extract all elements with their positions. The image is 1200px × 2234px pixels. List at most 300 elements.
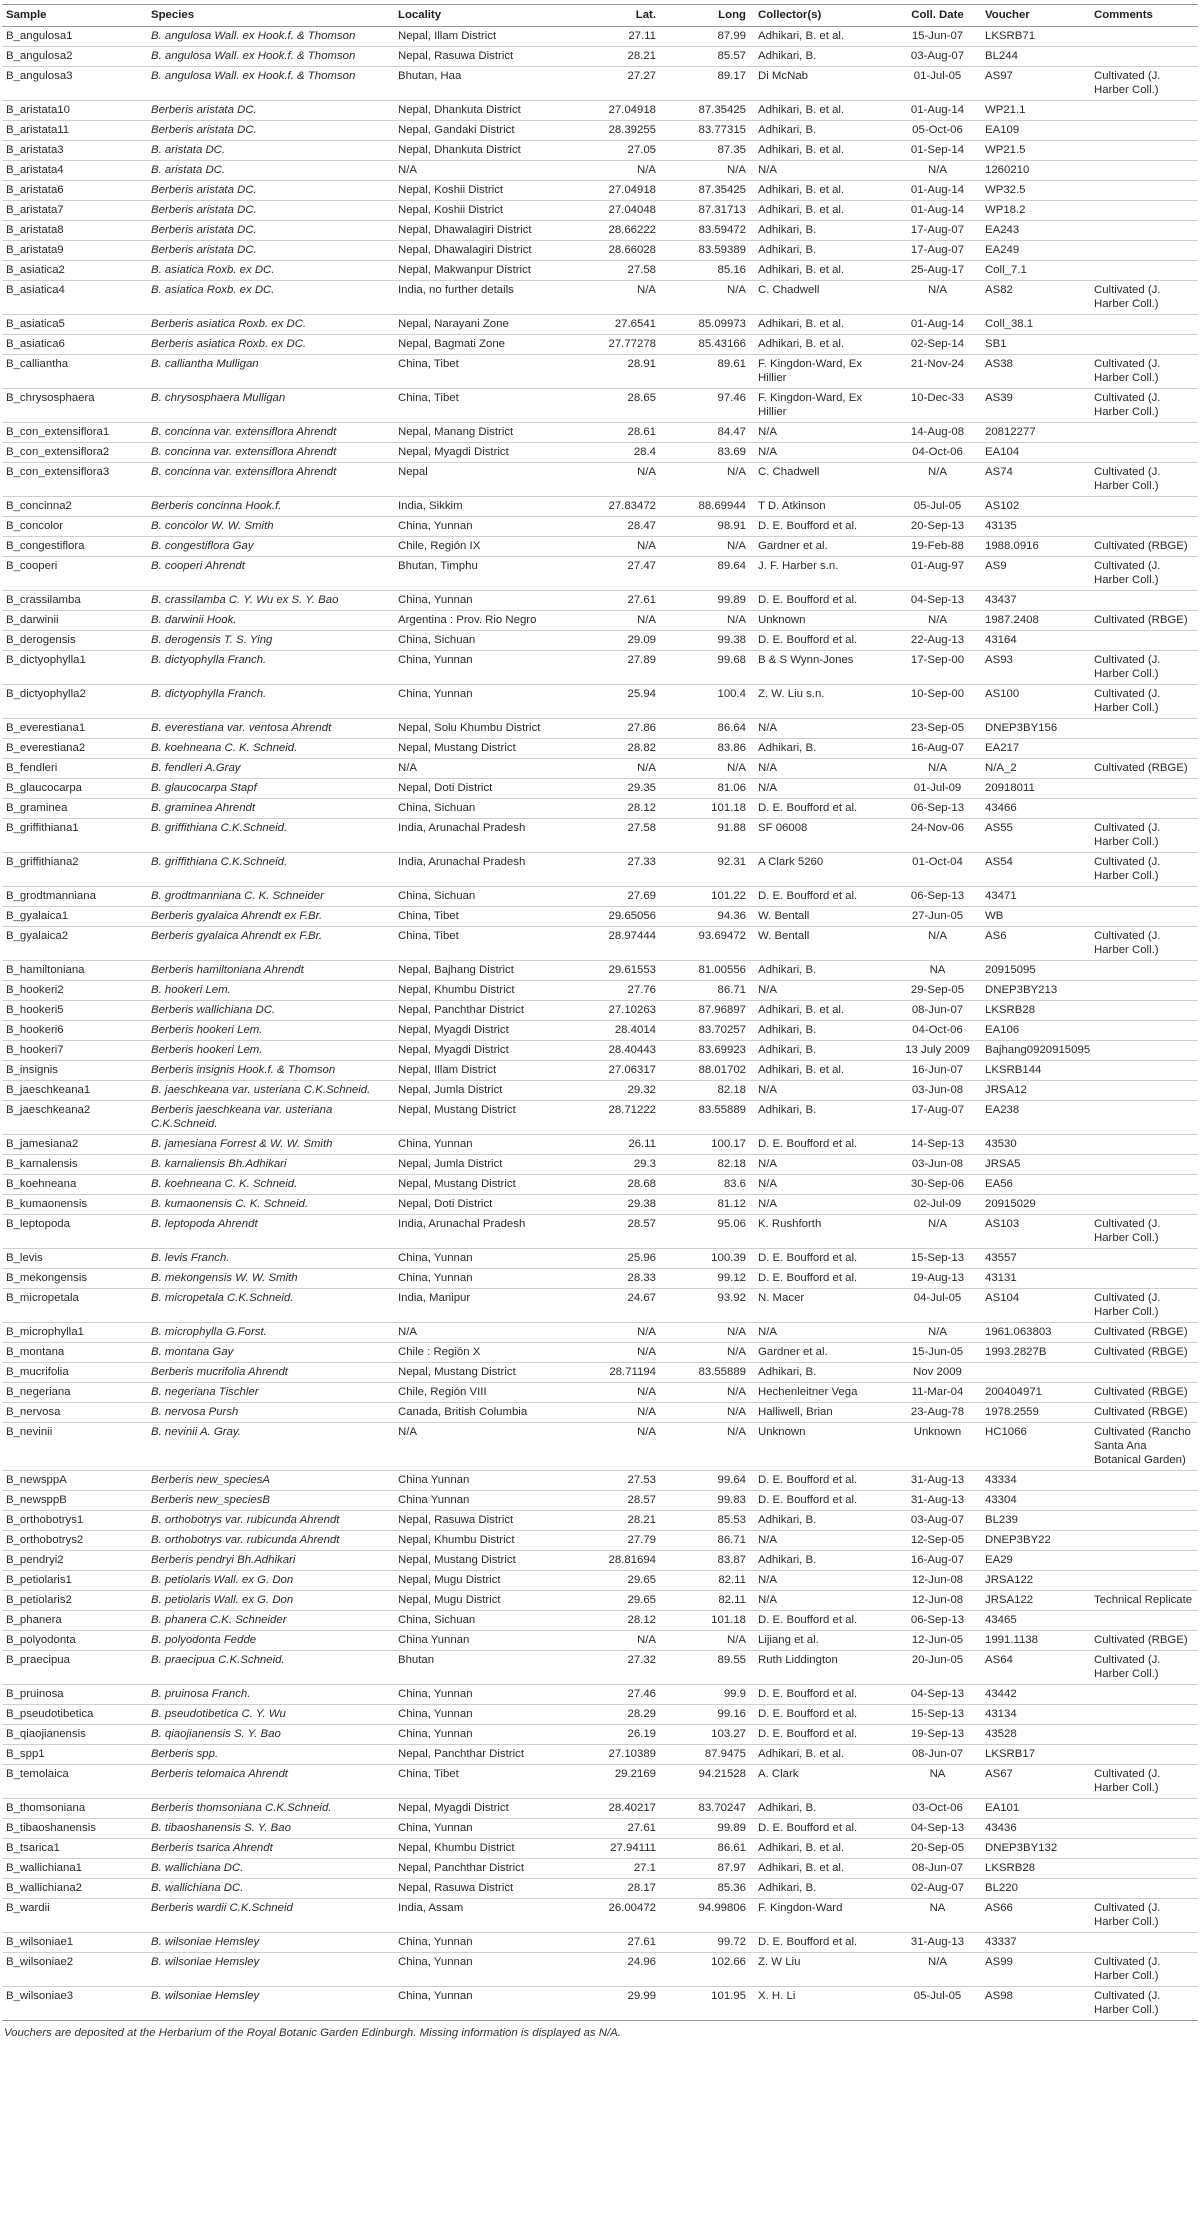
cell-lat: 29.65056	[588, 907, 664, 927]
cell-lat: 27.04918	[588, 101, 664, 121]
cell-collectors: Gardner et al.	[754, 1343, 894, 1363]
cell-species: B. micropetala C.K.Schneid.	[147, 1289, 394, 1323]
cell-voucher: AS9	[981, 557, 1090, 591]
cell-locality: Nepal, Khumbu District	[394, 1531, 588, 1551]
cell-comments	[1090, 1611, 1198, 1631]
cell-lat: 27.32	[588, 1651, 664, 1685]
cell-sample: B_aristata11	[2, 121, 147, 141]
cell-collectors: Z. W. Liu s.n.	[754, 685, 894, 719]
cell-species: B. pseudotibetica C. Y. Wu	[147, 1705, 394, 1725]
table-row	[2, 1899, 1198, 1933]
cell-long: 98.91	[664, 517, 754, 537]
cell-locality: Nepal, Myagdi District	[394, 1799, 588, 1819]
cell-sample: B_petiolaris1	[2, 1571, 147, 1591]
cell-locality: China, Tibet	[394, 355, 588, 389]
cell-coll-date: NA	[894, 961, 981, 981]
cell-collectors: Adhikari, B. et al.	[754, 1061, 894, 1081]
table-row	[2, 355, 1198, 389]
cell-coll-date: 20-Jun-05	[894, 1651, 981, 1685]
cell-collectors: F. Kingdon-Ward	[754, 1899, 894, 1933]
cell-voucher: AS82	[981, 281, 1090, 315]
cell-lat: 27.04048	[588, 201, 664, 221]
cell-comments	[1090, 1819, 1198, 1839]
cell-comments	[1090, 1725, 1198, 1745]
cell-long: 99.12	[664, 1269, 754, 1289]
cell-long: 94.21528	[664, 1765, 754, 1799]
cell-species: Berberis jaeschkeana var. usteriana C.K.Schneid.	[147, 1101, 394, 1135]
cell-sample: B_hookeri7	[2, 1041, 147, 1061]
cell-coll-date: 11-Mar-04	[894, 1383, 981, 1403]
cell-coll-date: 08-Jun-07	[894, 1001, 981, 1021]
cell-coll-date: 20-Sep-05	[894, 1839, 981, 1859]
cell-voucher: JRSA122	[981, 1571, 1090, 1591]
cell-sample: B_tsarica1	[2, 1839, 147, 1859]
cell-lat: 26.19	[588, 1725, 664, 1745]
cell-species: B. negeriana Tischler	[147, 1383, 394, 1403]
cell-locality: China, Yunnan	[394, 1953, 588, 1987]
cell-lat: 28.17	[588, 1879, 664, 1899]
cell-coll-date: 01-Jul-05	[894, 67, 981, 101]
cell-coll-date: 06-Sep-13	[894, 799, 981, 819]
table-row	[2, 181, 1198, 201]
cell-comments	[1090, 1879, 1198, 1899]
cell-long: 99.64	[664, 1471, 754, 1491]
cell-lat: 27.61	[588, 1819, 664, 1839]
cell-voucher: AS39	[981, 389, 1090, 423]
cell-collectors: D. E. Boufford et al.	[754, 1705, 894, 1725]
cell-long: 87.31713	[664, 201, 754, 221]
cell-species: B. orthobotrys var. rubicunda Ahrendt	[147, 1531, 394, 1551]
cell-long: 95.06	[664, 1215, 754, 1249]
cell-lat: N/A	[588, 161, 664, 181]
table-row	[2, 537, 1198, 557]
cell-lat: 27.10389	[588, 1745, 664, 1765]
table-row	[2, 1879, 1198, 1899]
cell-coll-date: 04-Jul-05	[894, 1289, 981, 1323]
cell-long: 85.53	[664, 1511, 754, 1531]
cell-locality: N/A	[394, 759, 588, 779]
cell-voucher: AS103	[981, 1215, 1090, 1249]
cell-voucher: EA238	[981, 1101, 1090, 1135]
cell-sample: B_concinna2	[2, 497, 147, 517]
cell-long: 83.77315	[664, 121, 754, 141]
cell-lat: 28.57	[588, 1215, 664, 1249]
cell-voucher: 43465	[981, 1611, 1090, 1631]
cell-long: 89.17	[664, 67, 754, 101]
cell-sample: B_griffithiana2	[2, 853, 147, 887]
cell-long: 85.09973	[664, 315, 754, 335]
cell-species: B. nervosa Pursh	[147, 1403, 394, 1423]
cell-sample: B_griffithiana1	[2, 819, 147, 853]
cell-long: 81.06	[664, 779, 754, 799]
cell-species: B. cooperi Ahrendt	[147, 557, 394, 591]
cell-lat: 29.99	[588, 1987, 664, 2021]
cell-species: Berberis gyalaica Ahrendt ex F.Br.	[147, 907, 394, 927]
cell-voucher: AS98	[981, 1987, 1090, 2021]
cell-coll-date: 05-Jul-05	[894, 497, 981, 517]
cell-species: Berberis new_speciesB	[147, 1491, 394, 1511]
cell-collectors: C. Chadwell	[754, 281, 894, 315]
cell-coll-date: 17-Aug-07	[894, 241, 981, 261]
cell-long: 86.64	[664, 719, 754, 739]
cell-comments: Cultivated (J. Harber Coll.)	[1090, 685, 1198, 719]
cell-voucher: 1993.2827B	[981, 1343, 1090, 1363]
cell-collectors: N/A	[754, 1195, 894, 1215]
cell-sample: B_wardii	[2, 1899, 147, 1933]
table-row	[2, 853, 1198, 887]
cell-collectors: Adhikari, B.	[754, 1511, 894, 1531]
cell-long: 86.61	[664, 1839, 754, 1859]
cell-species: B. concinna var. extensiflora Ahrendt	[147, 423, 394, 443]
cell-voucher	[981, 1363, 1090, 1383]
cell-comments: Cultivated (J. Harber Coll.)	[1090, 557, 1198, 591]
cell-species: B. angulosa Wall. ex Hook.f. & Thomson	[147, 27, 394, 47]
cell-long: 100.17	[664, 1135, 754, 1155]
cell-voucher: 43304	[981, 1491, 1090, 1511]
cell-comments	[1090, 799, 1198, 819]
cell-comments: Cultivated (RBGE)	[1090, 1323, 1198, 1343]
cell-comments	[1090, 101, 1198, 121]
cell-voucher: EA104	[981, 443, 1090, 463]
cell-voucher: 1988.0916	[981, 537, 1090, 557]
cell-coll-date: 14-Aug-08	[894, 423, 981, 443]
cell-collectors: N/A	[754, 1531, 894, 1551]
cell-coll-date: 03-Jun-08	[894, 1081, 981, 1101]
table-row	[2, 685, 1198, 719]
cell-lat: 29.3	[588, 1155, 664, 1175]
cell-sample: B_karnalensis	[2, 1155, 147, 1175]
cell-long: N/A	[664, 281, 754, 315]
cell-long: 89.64	[664, 557, 754, 591]
cell-long: N/A	[664, 1343, 754, 1363]
cell-sample: B_wilsoniae2	[2, 1953, 147, 1987]
cell-sample: B_mucrifolia	[2, 1363, 147, 1383]
cell-sample: B_micropetala	[2, 1289, 147, 1323]
cell-species: B. concinna var. extensiflora Ahrendt	[147, 443, 394, 463]
cell-species: Berberis hookeri Lem.	[147, 1041, 394, 1061]
cell-collectors: Adhikari, B. et al.	[754, 1859, 894, 1879]
header-long: Long	[664, 5, 754, 27]
cell-lat: 27.33	[588, 853, 664, 887]
cell-collectors: D. E. Boufford et al.	[754, 1819, 894, 1839]
cell-coll-date: 03-Oct-06	[894, 1799, 981, 1819]
table-row	[2, 1551, 1198, 1571]
cell-locality: India, Manipur	[394, 1289, 588, 1323]
cell-species: B. crassilamba C. Y. Wu ex S. Y. Bao	[147, 591, 394, 611]
cell-coll-date: 01-Sep-14	[894, 141, 981, 161]
cell-coll-date: 15-Jun-07	[894, 27, 981, 47]
cell-voucher: EA29	[981, 1551, 1090, 1571]
cell-coll-date: N/A	[894, 1953, 981, 1987]
cell-locality: China, Tibet	[394, 389, 588, 423]
cell-locality: Argentina : Prov. Rio Negro	[394, 611, 588, 631]
cell-sample: B_aristata7	[2, 201, 147, 221]
cell-long: N/A	[664, 759, 754, 779]
table-row	[2, 335, 1198, 355]
cell-comments	[1090, 907, 1198, 927]
cell-collectors: K. Rushforth	[754, 1215, 894, 1249]
cell-collectors: Gardner et al.	[754, 537, 894, 557]
cell-long: 99.16	[664, 1705, 754, 1725]
cell-species: B. kumaonensis C. K. Schneid.	[147, 1195, 394, 1215]
table-row	[2, 1705, 1198, 1725]
table-row	[2, 1491, 1198, 1511]
cell-sample: B_nevinii	[2, 1423, 147, 1471]
cell-comments: Cultivated (RBGE)	[1090, 1403, 1198, 1423]
cell-locality: India, Arunachal Pradesh	[394, 819, 588, 853]
cell-species: B. levis Franch.	[147, 1249, 394, 1269]
cell-voucher: 43437	[981, 591, 1090, 611]
cell-comments	[1090, 719, 1198, 739]
cell-lat: 28.40443	[588, 1041, 664, 1061]
cell-species: B. wilsoniae Hemsley	[147, 1987, 394, 2021]
cell-voucher: 200404971	[981, 1383, 1090, 1403]
cell-lat: 27.76	[588, 981, 664, 1001]
cell-coll-date: N/A	[894, 611, 981, 631]
cell-collectors: Unknown	[754, 1423, 894, 1471]
cell-coll-date: 04-Sep-13	[894, 1819, 981, 1839]
cell-sample: B_pendryi2	[2, 1551, 147, 1571]
cell-coll-date: 01-Aug-14	[894, 101, 981, 121]
cell-locality: China Yunnan	[394, 1491, 588, 1511]
cell-lat: 26.00472	[588, 1899, 664, 1933]
cell-species: B. concolor W. W. Smith	[147, 517, 394, 537]
cell-locality: China, Yunnan	[394, 1135, 588, 1155]
cell-comments	[1090, 1745, 1198, 1765]
cell-comments	[1090, 981, 1198, 1001]
cell-comments	[1090, 443, 1198, 463]
cell-locality: Bhutan, Haa	[394, 67, 588, 101]
cell-species: B. angulosa Wall. ex Hook.f. & Thomson	[147, 47, 394, 67]
cell-sample: B_gyalaica2	[2, 927, 147, 961]
cell-locality: Nepal, Dhankuta District	[394, 101, 588, 121]
cell-species: B. grodtmanniana C. K. Schneider	[147, 887, 394, 907]
cell-long: N/A	[664, 161, 754, 181]
cell-comments	[1090, 961, 1198, 981]
cell-locality: Chile, Región IX	[394, 537, 588, 557]
cell-coll-date: NA	[894, 1765, 981, 1799]
cell-locality: China, Sichuan	[394, 1611, 588, 1631]
cell-coll-date: 16-Aug-07	[894, 739, 981, 759]
cell-coll-date: 25-Aug-17	[894, 261, 981, 281]
cell-coll-date: 19-Feb-88	[894, 537, 981, 557]
cell-locality: Nepal, Jumla District	[394, 1081, 588, 1101]
cell-locality: Nepal, Jumla District	[394, 1155, 588, 1175]
cell-voucher: Bajhang0920915095	[981, 1041, 1090, 1061]
cell-comments	[1090, 181, 1198, 201]
cell-lat: 29.35	[588, 779, 664, 799]
cell-collectors: Adhikari, B.	[754, 1101, 894, 1135]
cell-voucher: JRSA122	[981, 1591, 1090, 1611]
cell-lat: 28.65	[588, 389, 664, 423]
cell-species: Berberis pendryi Bh.Adhikari	[147, 1551, 394, 1571]
cell-sample: B_aristata4	[2, 161, 147, 181]
table-row	[2, 47, 1198, 67]
cell-sample: B_polyodonta	[2, 1631, 147, 1651]
table-row	[2, 67, 1198, 101]
cell-locality: China, Yunnan	[394, 1249, 588, 1269]
cell-locality: China, Tibet	[394, 927, 588, 961]
cell-locality: Canada, British Columbia	[394, 1403, 588, 1423]
table-row	[2, 819, 1198, 853]
cell-comments	[1090, 1101, 1198, 1135]
cell-long: 97.46	[664, 389, 754, 423]
cell-lat: 29.61553	[588, 961, 664, 981]
cell-coll-date: 17-Aug-07	[894, 1101, 981, 1135]
cell-locality: Chile, Región VIII	[394, 1383, 588, 1403]
cell-locality: Nepal, Rasuwa District	[394, 47, 588, 67]
cell-collectors: Adhikari, B. et al.	[754, 141, 894, 161]
cell-voucher: EA106	[981, 1021, 1090, 1041]
cell-locality: Nepal, Mugu District	[394, 1591, 588, 1611]
cell-locality: Bhutan	[394, 1651, 588, 1685]
cell-long: 82.11	[664, 1571, 754, 1591]
cell-species: B. nevinii A. Gray.	[147, 1423, 394, 1471]
cell-lat: 29.65	[588, 1571, 664, 1591]
cell-sample: B_aristata3	[2, 141, 147, 161]
cell-collectors: N/A	[754, 423, 894, 443]
cell-coll-date: 04-Sep-13	[894, 1685, 981, 1705]
cell-collectors: D. E. Boufford et al.	[754, 1491, 894, 1511]
table-row	[2, 1269, 1198, 1289]
cell-locality: Chile : Región X	[394, 1343, 588, 1363]
cell-collectors: A Clark 5260	[754, 853, 894, 887]
cell-lat: 27.69	[588, 887, 664, 907]
cell-collectors: C. Chadwell	[754, 463, 894, 497]
cell-voucher: N/A_2	[981, 759, 1090, 779]
cell-species: B. polyodonta Fedde	[147, 1631, 394, 1651]
cell-sample: B_microphylla1	[2, 1323, 147, 1343]
cell-long: 88.69944	[664, 497, 754, 517]
cell-collectors: F. Kingdon-Ward, Ex Hillier	[754, 355, 894, 389]
cell-sample: B_crassilamba	[2, 591, 147, 611]
cell-coll-date: 03-Aug-07	[894, 1511, 981, 1531]
cell-coll-date: 12-Sep-05	[894, 1531, 981, 1551]
cell-long: 101.18	[664, 1611, 754, 1631]
cell-sample: B_graminea	[2, 799, 147, 819]
cell-locality: Nepal, Dhawalagiri District	[394, 241, 588, 261]
table-row	[2, 1685, 1198, 1705]
cell-coll-date: N/A	[894, 759, 981, 779]
cell-sample: B_pruinosa	[2, 1685, 147, 1705]
cell-collectors: N. Macer	[754, 1289, 894, 1323]
cell-locality: N/A	[394, 1323, 588, 1343]
cell-coll-date: 23-Sep-05	[894, 719, 981, 739]
cell-long: N/A	[664, 1631, 754, 1651]
cell-sample: B_wilsoniae3	[2, 1987, 147, 2021]
table-row	[2, 101, 1198, 121]
cell-species: Berberis aristata DC.	[147, 241, 394, 261]
cell-comments	[1090, 1001, 1198, 1021]
cell-sample: B_spp1	[2, 1745, 147, 1765]
cell-long: 87.99	[664, 27, 754, 47]
cell-lat: 28.91	[588, 355, 664, 389]
cell-comments	[1090, 739, 1198, 759]
cell-coll-date: 30-Sep-06	[894, 1175, 981, 1195]
cell-comments	[1090, 1799, 1198, 1819]
cell-voucher: DNEP3BY213	[981, 981, 1090, 1001]
cell-coll-date: 08-Jun-07	[894, 1745, 981, 1765]
cell-species: B. koehneana C. K. Schneid.	[147, 1175, 394, 1195]
cell-coll-date: 23-Aug-78	[894, 1403, 981, 1423]
cell-sample: B_congestiflora	[2, 537, 147, 557]
table-row	[2, 1571, 1198, 1591]
cell-lat: 28.61	[588, 423, 664, 443]
cell-locality: Nepal, Narayani Zone	[394, 315, 588, 335]
table-footnote: Vouchers are deposited at the Herbarium of the Royal Botanic Garden Edinburgh. Missing information is displayed as N/A.	[4, 2027, 621, 2039]
cell-lat: 28.12	[588, 1611, 664, 1631]
cell-long: 83.55889	[664, 1363, 754, 1383]
table-row	[2, 161, 1198, 181]
cell-lat: 28.71222	[588, 1101, 664, 1135]
table-row	[2, 739, 1198, 759]
specimen-table	[2, 4, 1198, 2021]
cell-long: 88.01702	[664, 1061, 754, 1081]
cell-species: B. congestiflora Gay	[147, 537, 394, 557]
cell-voucher: 43530	[981, 1135, 1090, 1155]
cell-collectors: J. F. Harber s.n.	[754, 557, 894, 591]
cell-comments	[1090, 1471, 1198, 1491]
table-row	[2, 907, 1198, 927]
cell-coll-date: 15-Jun-05	[894, 1343, 981, 1363]
cell-voucher: DNEP3BY156	[981, 719, 1090, 739]
cell-species: Berberis insignis Hook.f. & Thomson	[147, 1061, 394, 1081]
cell-voucher: DNEP3BY132	[981, 1839, 1090, 1859]
cell-locality: Nepal, Doti District	[394, 1195, 588, 1215]
cell-long: 100.4	[664, 685, 754, 719]
cell-sample: B_jaeschkeana1	[2, 1081, 147, 1101]
cell-collectors: A. Clark	[754, 1765, 894, 1799]
cell-long: N/A	[664, 1423, 754, 1471]
cell-species: Berberis concinna Hook.f.	[147, 497, 394, 517]
cell-collectors: D. E. Boufford et al.	[754, 1471, 894, 1491]
cell-comments	[1090, 221, 1198, 241]
cell-long: 100.39	[664, 1249, 754, 1269]
cell-comments	[1090, 497, 1198, 517]
cell-sample: B_pseudotibetica	[2, 1705, 147, 1725]
cell-sample: B_tibaoshanensis	[2, 1819, 147, 1839]
cell-voucher: EA101	[981, 1799, 1090, 1819]
cell-collectors: Adhikari, B. et al.	[754, 1745, 894, 1765]
cell-long: 94.99806	[664, 1899, 754, 1933]
cell-lat: 27.89	[588, 651, 664, 685]
cell-lat: N/A	[588, 1383, 664, 1403]
cell-species: B. koehneana C. K. Schneid.	[147, 739, 394, 759]
cell-locality: Nepal, Mustang District	[394, 1175, 588, 1195]
cell-comments: Cultivated (RBGE)	[1090, 1383, 1198, 1403]
cell-lat: 27.1	[588, 1859, 664, 1879]
cell-species: B. darwinii Hook.	[147, 611, 394, 631]
cell-lat: 29.65	[588, 1591, 664, 1611]
table-row	[2, 27, 1198, 47]
cell-locality: China, Yunnan	[394, 517, 588, 537]
cell-species: B. dictyophylla Franch.	[147, 651, 394, 685]
cell-comments	[1090, 1839, 1198, 1859]
cell-lat: 28.21	[588, 47, 664, 67]
cell-coll-date: 08-Jun-07	[894, 1859, 981, 1879]
cell-collectors: Adhikari, B.	[754, 1799, 894, 1819]
cell-species: Berberis wardii C.K.Schneid	[147, 1899, 394, 1933]
table-row	[2, 423, 1198, 443]
cell-species: B. jaeschkeana var. usteriana C.K.Schneid.	[147, 1081, 394, 1101]
cell-lat: N/A	[588, 537, 664, 557]
cell-sample: B_angulosa2	[2, 47, 147, 67]
table-row	[2, 261, 1198, 281]
cell-locality: India, Assam	[394, 1899, 588, 1933]
cell-locality: Nepal, Dhawalagiri District	[394, 221, 588, 241]
cell-comments	[1090, 1491, 1198, 1511]
table-row	[2, 1745, 1198, 1765]
